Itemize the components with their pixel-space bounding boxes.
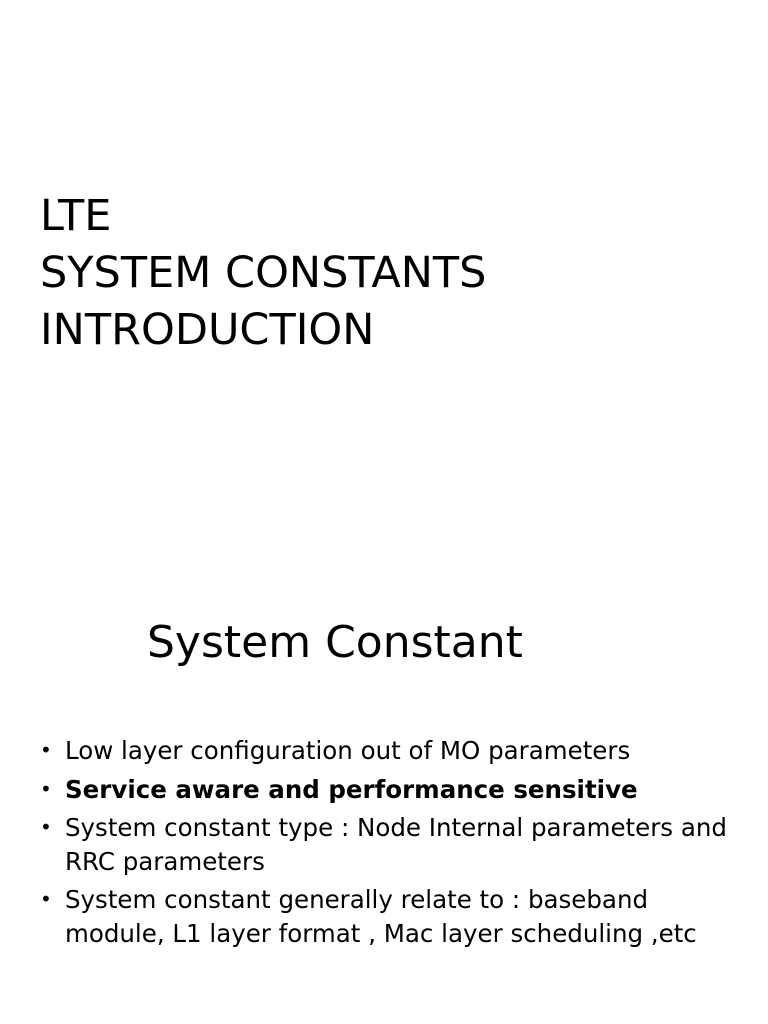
- bullet-text: Low layer configuration out of MO parameters: [65, 736, 631, 765]
- bullet-text: System constant generally relate to : baseband module, L1 layer format , Mac layer scheduling ,etc: [65, 885, 697, 948]
- list-item: [40, 773, 740, 807]
- bullet-text: System constant type : Node Internal parameters and RRC parameters: [65, 813, 727, 876]
- bullet-icon: •: [40, 776, 52, 801]
- bullet-icon: •: [40, 815, 52, 839]
- bullet-list: [40, 734, 740, 955]
- bullet-icon: •: [40, 887, 52, 911]
- bullet-text: Service aware and performance sensitive: [65, 774, 638, 804]
- list-item: [40, 811, 740, 878]
- page-title: [40, 188, 486, 359]
- bullet-icon: •: [40, 738, 52, 762]
- list-item: [40, 883, 740, 950]
- title-line-introduction: INTRODUCTION: [40, 305, 375, 355]
- title-line-system-constants: SYSTEM CONSTANTS: [40, 248, 487, 298]
- list-item: [40, 734, 740, 768]
- section-heading: System Constant: [147, 617, 523, 668]
- title-line-lte: LTE: [40, 191, 112, 241]
